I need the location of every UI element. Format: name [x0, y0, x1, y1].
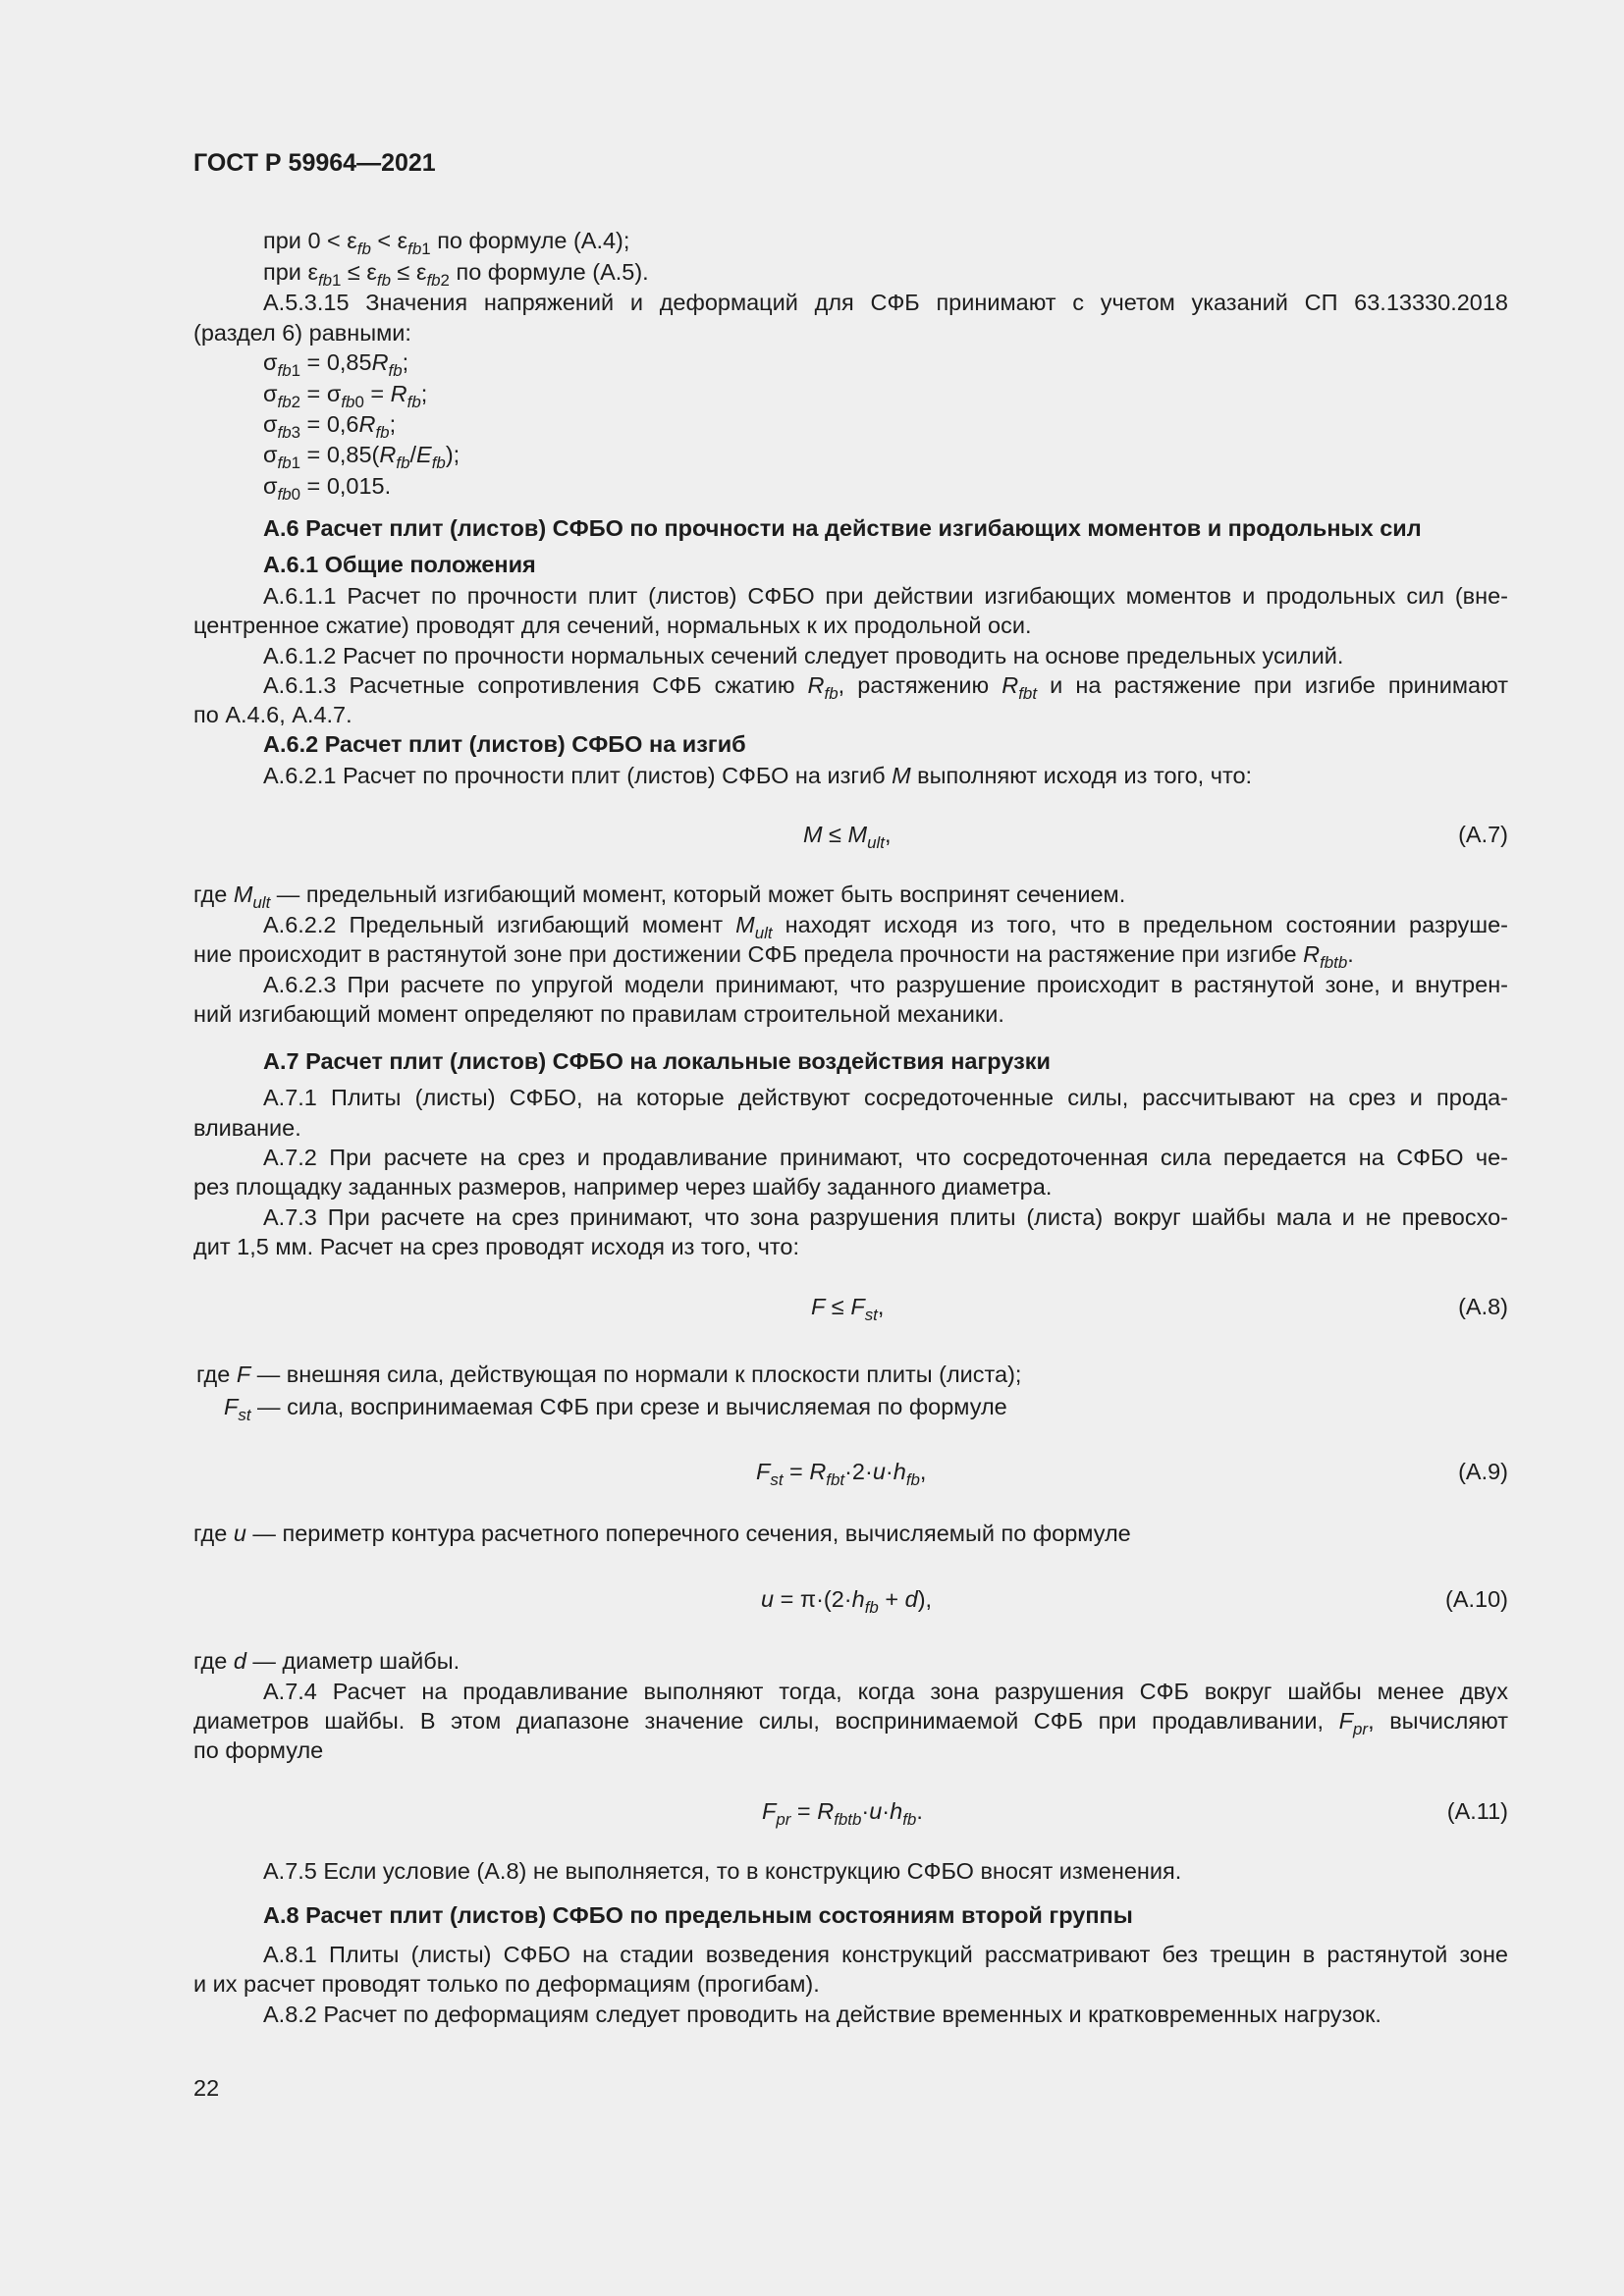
- condition-line-2: при $\varepsilon_{fb1} \le \varepsilon_{fb} \le \varepsilon_{fb2}$ по формуле (А.5).: [263, 259, 649, 290]
- paragraph-a622-line1: А.6.2.2 Предельный изгибающий момент $M_{ult}$ находят исходя из того, что в предельном состоянии разруше-: [263, 912, 1508, 942]
- equation-a8: $F \le F_{st}$,: [811, 1294, 885, 1324]
- condition-line-1: при $0 < \varepsilon_{fb} < \varepsilon_{fb1}$ по формуле (А.4);: [263, 228, 630, 258]
- value-epsilon-fb0: $\sigma_{fb0} = 0,015$.: [263, 473, 392, 504]
- paragraph-a613-line2: по А.4.6, А.4.7.: [193, 702, 352, 727]
- paragraph-a81-line2: и их расчет проводят только по деформациям (прогибам).: [193, 1971, 820, 1997]
- where-f: где F — внешняя сила, действующая по нормали к плоскости плиты (листа);: [196, 1362, 1022, 1387]
- equation-a10: $u = \pi\cdot(2\cdot h_{fb} + d)$,: [761, 1586, 933, 1617]
- paragraph-a72-line2: рез площадку заданных размеров, например через шайбу заданного диаметра.: [193, 1174, 1053, 1200]
- document-header: ГОСТ Р 59964—2021: [193, 149, 436, 177]
- equation-number-a9: (А.9): [1458, 1459, 1508, 1484]
- paragraph-a623-line1: А.6.2.3 При расчете по упругой модели принимают, что разрушение происходит в растянутой зоне, и внутрен-: [263, 972, 1508, 997]
- paragraph-a613-line1: А.6.1.3 Расчетные сопротивления СФБ сжатию $R_{fb}$, растяжению $R_{fbt}$ и на растяжение при изгибе принимают: [263, 672, 1508, 703]
- paragraph-a611-line2: центренное сжатие) проводят для сечений, нормальных к их продольной оси.: [193, 613, 1032, 638]
- paragraph-a74-line1: А.7.4 Расчет на продавливание выполняют тогда, когда зона разрушения СФБ вокруг шайбы менее двух: [263, 1679, 1508, 1704]
- paragraph-a72-line1: А.7.2 При расчете на срез и продавливание принимают, что сосредоточенная сила передается на СФБО че-: [263, 1145, 1508, 1170]
- value-sigma-fb3: $\sigma_{fb3} = 0,6R_{fb}$;: [263, 411, 397, 442]
- page-number: 22: [193, 2075, 220, 2101]
- paragraph-a621: А.6.2.1 Расчет по прочности плит (листов) СФБО на изгиб M выполняют исходя из того, что:: [263, 763, 1253, 788]
- where-fst: $F_{st}$ — сила, воспринимаемая СФБ при срезе и вычисляемая по формуле: [224, 1394, 1007, 1424]
- equation-a9: $F_{st} = R_{fbt}\cdot 2\cdot u\cdot h_{fb}$,: [756, 1459, 927, 1489]
- equation-number-a7: (А.7): [1458, 822, 1508, 847]
- section-heading-a6: А.6 Расчет плит (листов) СФБО по прочности на действие изгибающих моментов и продольных сил: [263, 515, 1422, 541]
- section-heading-a7: А.7 Расчет плит (листов) СФБО на локальные воздействия нагрузки: [263, 1048, 1051, 1074]
- value-epsilon-fb1: $\sigma_{fb1} = 0,85(R_{fb}/E_{fb})$;: [263, 442, 460, 472]
- paragraph-a622-line2: ние происходит в растянутой зоне при достижении СФБ предела прочности на растяжение при изгибе $R_{fbtb}$.: [193, 941, 1354, 972]
- section-heading-a61: А.6.1 Общие положения: [263, 552, 536, 577]
- paragraph-a74-line2: диаметров шайбы. В этом диапазоне значение силы, воспринимаемой СФБ при продавливании, $F_{pr}$, вычисляют: [193, 1708, 1508, 1738]
- paragraph-a73-line1: А.7.3 При расчете на срез принимают, что зона разрушения плиты (листа) вокруг шайбы мала и не превосхо-: [263, 1204, 1508, 1230]
- equation-number-a11: (А.11): [1446, 1798, 1508, 1824]
- equation-number-a10: (А.10): [1445, 1586, 1508, 1612]
- value-sigma-fb2: $\sigma_{fb2} = \sigma_{fb0} = R_{fb}$;: [263, 381, 428, 411]
- section-heading-a62: А.6.2 Расчет плит (листов) СФБО на изгиб: [263, 731, 746, 757]
- paragraph-a5315-line1: А.5.3.15 Значения напряжений и деформаций для СФБ принимают с учетом указаний СП 63.13330.2018: [263, 290, 1508, 315]
- paragraph-a5315-line2: (раздел 6) равными:: [193, 320, 411, 346]
- value-sigma-fb1: $\sigma_{fb1} = 0,85R_{fb}$;: [263, 349, 409, 380]
- paragraph-a71-line1: А.7.1 Плиты (листы) СФБО, на которые действуют сосредоточенные силы, рассчитывают на срез и прода-: [263, 1085, 1508, 1110]
- where-d: где d — диаметр шайбы.: [193, 1648, 460, 1674]
- paragraph-a612: А.6.1.2 Расчет по прочности нормальных сечений следует проводить на основе предельных усилий.: [263, 643, 1344, 668]
- where-u: где u — периметр контура расчетного поперечного сечения, вычисляемый по формуле: [193, 1521, 1131, 1546]
- equation-a11: $F_{pr} = R_{fbtb}\cdot u\cdot h_{fb}$.: [762, 1798, 923, 1829]
- equation-number-a8: (А.8): [1458, 1294, 1508, 1319]
- paragraph-a73-line2: дит 1,5 мм. Расчет на срез проводят исходя из того, что:: [193, 1234, 800, 1259]
- paragraph-a611-line1: А.6.1.1 Расчет по прочности плит (листов) СФБО при действии изгибающих моментов и продольных сил (вне-: [263, 583, 1508, 609]
- paragraph-a75: А.7.5 Если условие (А.8) не выполняется, то в конструкцию СФБО вносят изменения.: [263, 1858, 1182, 1884]
- paragraph-a71-line2: вливание.: [193, 1115, 301, 1141]
- paragraph-a74-line3: по формуле: [193, 1737, 324, 1763]
- paragraph-a623-line2: ний изгибающий момент определяют по правилам строительной механики.: [193, 1001, 1004, 1027]
- section-heading-a8: А.8 Расчет плит (листов) СФБО по предельным состояниям второй группы: [263, 1902, 1133, 1928]
- paragraph-a81-line1: А.8.1 Плиты (листы) СФБО на стадии возведения конструкций рассматривают без трещин в растянутой зоне: [263, 1942, 1508, 1967]
- where-mult: где $M_{ult}$ — предельный изгибающий момент, который может быть воспринят сечением.: [193, 881, 1126, 912]
- paragraph-a82: А.8.2 Расчет по деформациям следует проводить на действие временных и кратковременных нагрузок.: [263, 2002, 1381, 2027]
- equation-a7: $M \le M_{ult}$,: [803, 822, 892, 852]
